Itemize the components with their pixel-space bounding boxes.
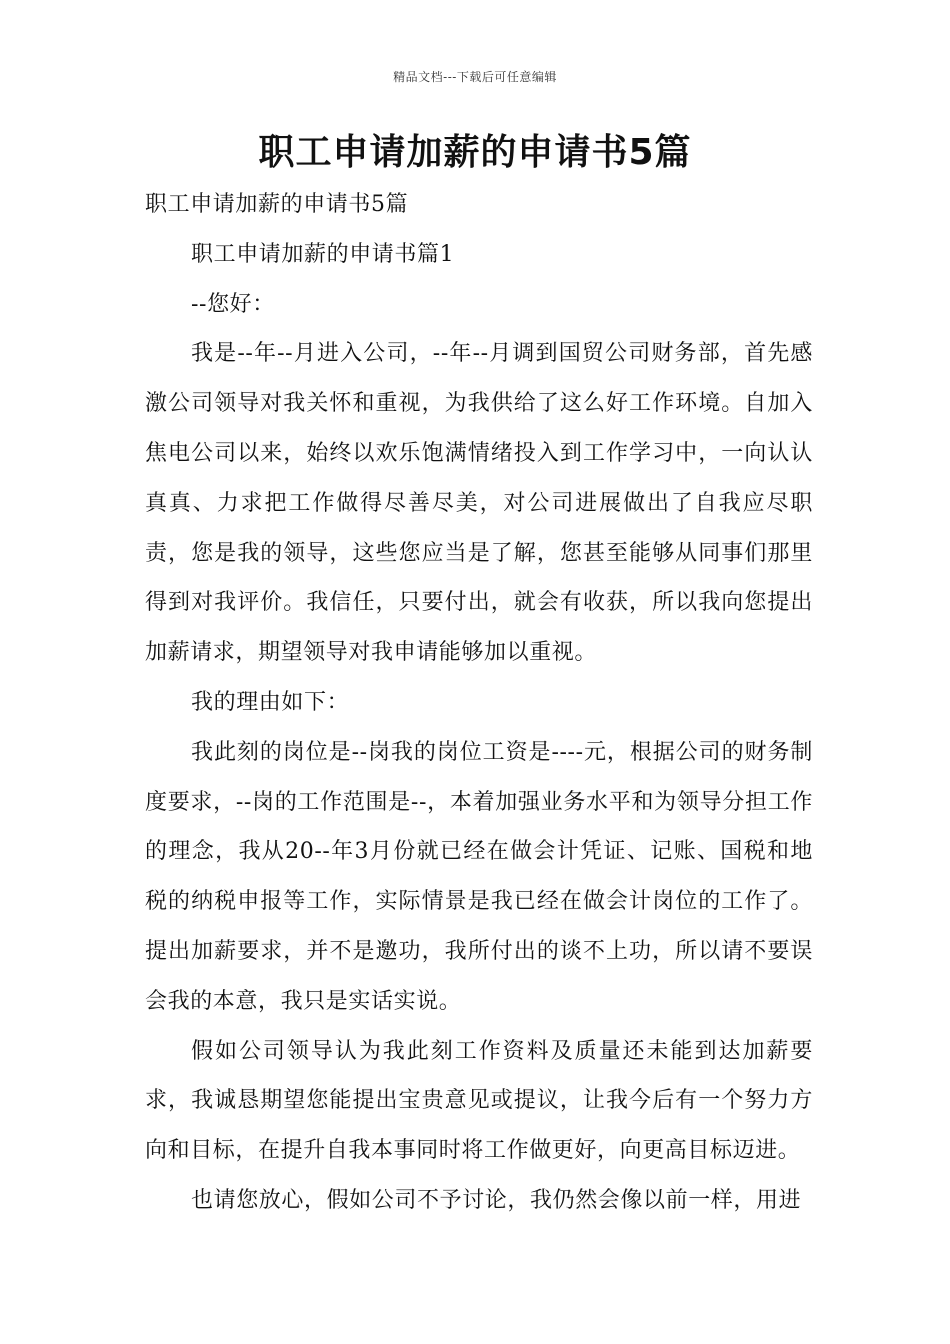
body-paragraph: 假如公司领导认为我此刻工作资料及质量还未能到达加薪要求，我诚恳期望您能提出宝贵意见或提议，让我今后有一个努力方向和目标，在提升自我本事同时将工作做更好，向更高目标迈进。 — [145, 1038, 813, 1164]
salutation: --您好： — [191, 291, 275, 317]
section-heading: 职工申请加薪的申请书篇1 — [191, 241, 455, 267]
body-paragraph: 我此刻的岗位是--岗我的岗位工资是----元，根据公司的财务制度要求，--岗的工作范围是--，本着加强业务水平和为领导分担工作的理念，我从20--年3月份就已经在做会计凭证、记账、国税和地税的纳税申报等工作，实际情景是我已经在做会计岗位的工作了。提出加薪要求，并不是邀功，我所付出的谈不上功，所以请不要误会我的本意，我只是实话实说。 — [145, 739, 813, 1014]
subtitle-paragraph: 职工申请加薪的申请书5篇 — [145, 192, 409, 217]
document-title: 职工申请加薪的申请书5篇 — [258, 132, 692, 173]
body-paragraph: 也请您放心，假如公司不予讨论，我仍然会像以前一样，用进 — [191, 1187, 802, 1213]
reasons-heading: 我的理由如下： — [191, 689, 350, 715]
document-body — [145, 180, 813, 1226]
header-note: 精品文档---下载后可任意编辑 — [393, 70, 557, 84]
body-paragraph: 我是--年--月进入公司，--年--月调到国贸公司财务部，首先感激公司领导对我关怀和重视，为我供给了这么好工作环境。自加入焦电公司以来，始终以欢乐饱满情绪投入到工作学习中，一向认认真真、力求把工作做得尽善尽美，对公司进展做出了自我应尽职责，您是我的领导，这些您应当是了解，您甚至能够从同事们那里得到对我评价。我信任，只要付出，就会有收获，所以我向您提出加薪请求，期望领导对我申请能够加以重视。 — [145, 341, 813, 666]
